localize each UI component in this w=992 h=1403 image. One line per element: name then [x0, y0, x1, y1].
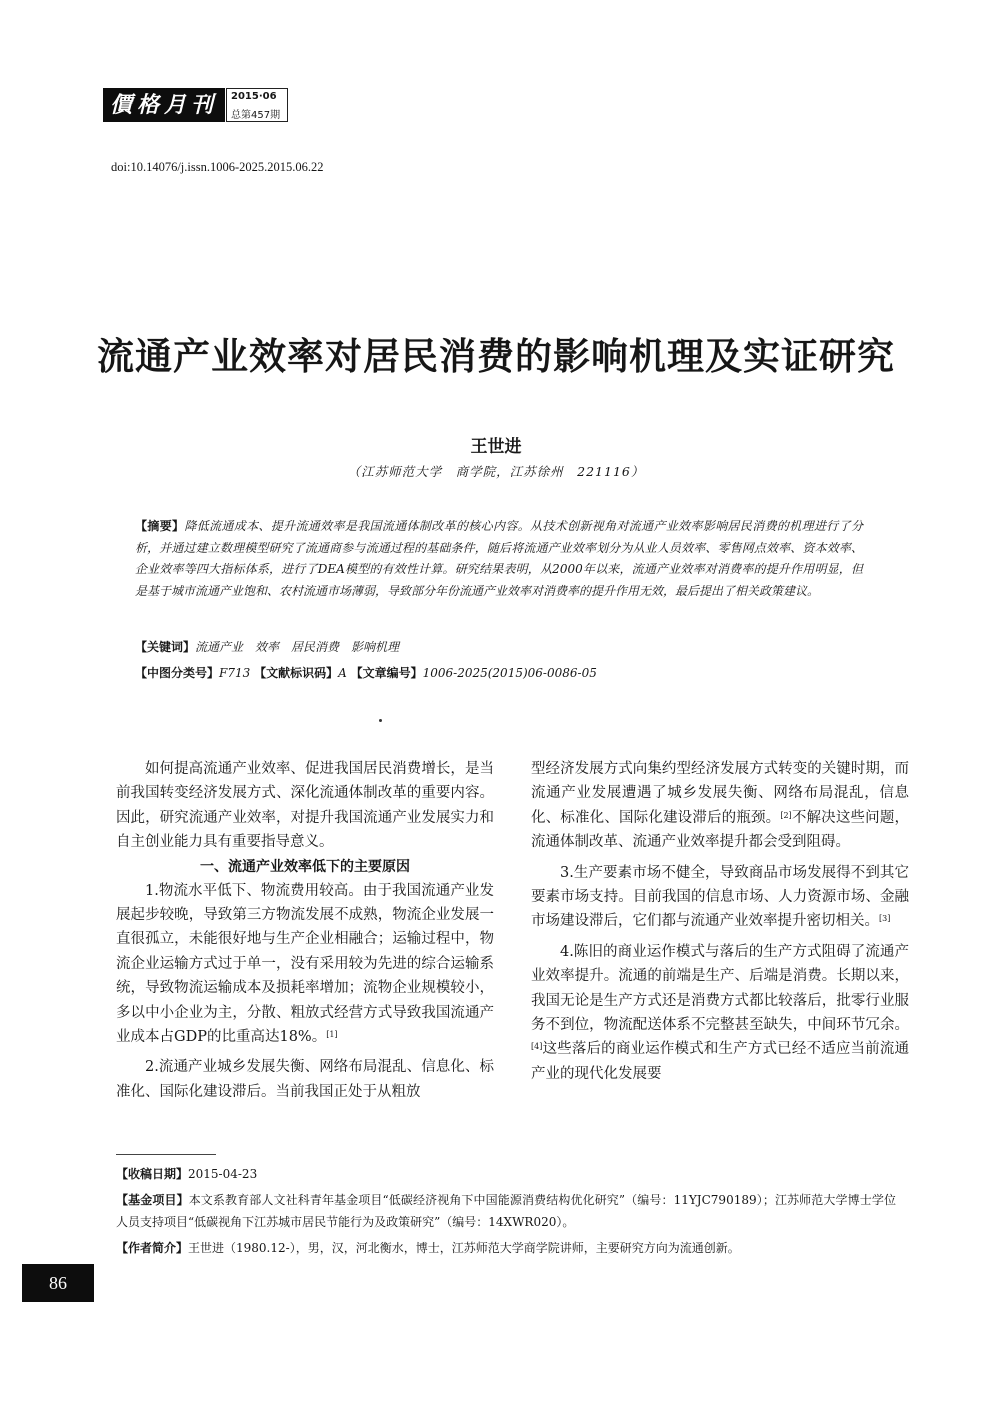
fund-text: 本文系教育部人文社科青年基金项目“低碳经济视角下中国能源消费结构优化研究”（编号：11YJC790189）；江苏师范大学博士学位人员支持项目“低碳视角下江苏城市居民节能行为及政策研究”（编号：14XWR020）。 [116, 1193, 896, 1229]
citation-ref: [1] [326, 1030, 338, 1040]
article-number-label: 【文章编号】 [350, 666, 423, 680]
paragraph: 如何提高流通产业效率、促进我国居民消费增长，是当前我国转变经济发展方式、深化流通体制改革的重要内容。因此，研究流通产业效率，对提升我国流通产业发展实力和自主创业能力具有重要指导意义。 [116, 761, 494, 851]
citation-ref: [3] [879, 914, 891, 924]
citation-ref: [2] [780, 810, 792, 820]
footnote-author-bio [116, 1237, 896, 1259]
separator-dot [379, 719, 382, 722]
issue-year: 2015·06 [231, 91, 277, 102]
doc-code-label: 【文献标识码】 [254, 666, 339, 680]
keywords [135, 638, 399, 655]
article-title: 流通产业效率对居民消费的影响机理及实证研究 [97, 334, 895, 378]
article-number-value: 1006-2025(2015)06-0086-05 [422, 666, 597, 680]
body-right-column [531, 757, 909, 1086]
footnote-rule [116, 1154, 216, 1155]
citation-ref: [4] [531, 1042, 543, 1052]
fund-label: 【基金项目】 [116, 1193, 189, 1207]
section-heading: 一、流通产业效率低下的主要原因 [200, 858, 410, 875]
page-number: 86 [22, 1264, 94, 1302]
body-left-column [116, 757, 494, 1104]
paragraph: 2.流通产业城乡发展失衡、网络布局混乱、信息化、标准化、国际化建设滞后。当前我国正处于从粗放 [116, 1059, 494, 1100]
issue-total: 总第457期 [231, 110, 281, 121]
issue-box [226, 88, 288, 122]
author-affiliation: （江苏师范大学 商学院，江苏徐州 221116） [347, 464, 645, 479]
bio-text: 王世进（1980.12-），男，汉，河北衡水，博士，江苏师范大学商学院讲师，主要研究方向为流通创新。 [188, 1241, 740, 1255]
doi: doi:10.14076/j.issn.1006-2025.2015.06.22 [111, 160, 324, 174]
keywords-text: 流通产业 效率 居民消费 影响机理 [195, 640, 400, 654]
doc-code-value: A [338, 666, 347, 680]
keywords-label: 【关键词】 [135, 640, 196, 654]
paragraph: 3.生产要素市场不健全，导致商品市场发展得不到其它要素市场支持。目前我国的信息市场、人力资源市场、金融市场建设滞后，它们都与流通产业效率提升密切相关。[3] [531, 864, 909, 930]
paragraph: 4.陈旧的商业运作模式与落后的生产方式阻碍了流通产业效率提升。流通的前端是生产、后端是消费。长期以来，我国无论是生产方式还是消费方式都比较落后，批零行业服务不到位，物流配送体系不完整甚至缺失，中间环节冗余。[4]这些落后的商业运作模式和生产方式已经不适应当前流通产业的现代化发展要 [531, 943, 909, 1082]
author-name: 王世进 [470, 437, 522, 457]
abstract [135, 516, 863, 602]
journal-logo: 價格月刊 [103, 88, 225, 122]
footnote-received [116, 1163, 896, 1185]
paragraph: 型经济发展方式向集约型经济发展方式转变的关键时期，而流通产业发展遭遇了城乡发展失衡、网络布局混乱，信息化、标准化、国际化建设滞后的瓶颈。[2]不解决这些问题，流通体制改革、流通产业效率提升都会受到阻碍。 [531, 761, 910, 851]
abstract-text: 降低流通成本、提升流通效率是我国流通体制改革的核心内容。从技术创新视角对流通产业效率影响居民消费的机理进行了分析，并通过建立数理模型研究了流通商参与流通过程的基础条件，随后将流通产业效率划分为从业人员效率、零售网点效率、资本效率、企业效率等四大指标体系，进行了DEA模型的有效性计算。研究结果表明，从2000年以来，流通产业效率对消费率的提升作用明显，但是基于城市流通产业饱和、农村流通市场薄弱，导致部分年份流通产业效率对消费率的提升作用无效，最后提出了相关政策建议。 [135, 519, 863, 598]
received-date: 2015-04-23 [188, 1167, 258, 1181]
clc-value: F713 [219, 666, 251, 680]
bio-label: 【作者简介】 [116, 1241, 189, 1255]
paragraph: 1.物流水平低下、物流费用较高。由于我国流通产业发展起步较晚，导致第三方物流发展不成熟，物流企业发展一直很孤立，未能很好地与生产企业相融合；运输过程中，物流企业运输方式过于单一，没有采用较为先进的综合运输系统，导致物流运输成本及损耗率增加；流物企业规模较小，多以中小企业为主，分散、粗放式经营方式导致我国流通产业成本占GDP的比重高达18%。[1] [116, 882, 494, 1046]
received-label: 【收稿日期】 [116, 1167, 189, 1181]
classification-line [135, 664, 597, 681]
clc-label: 【中图分类号】 [135, 666, 220, 680]
abstract-label: 【摘要】 [135, 519, 185, 533]
footnote-fund [116, 1189, 896, 1233]
